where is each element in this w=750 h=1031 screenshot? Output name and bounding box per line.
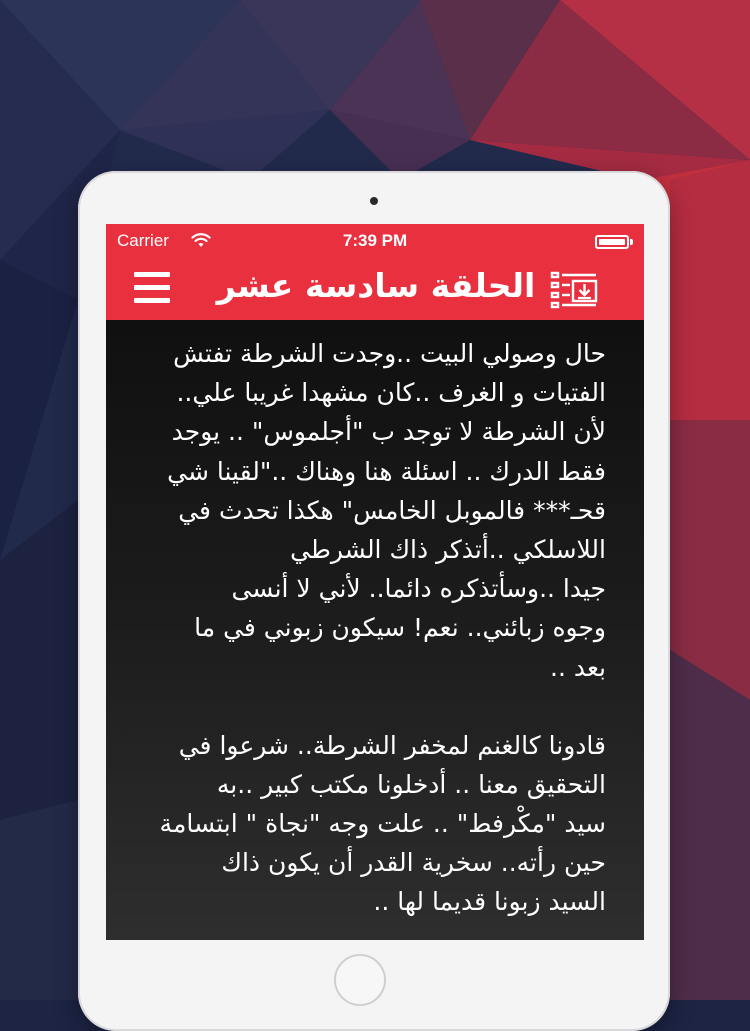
status-bar <box>106 224 644 256</box>
text-line: الفتيات و الغرف ..كان مشهدا غريبا علي.. <box>176 378 606 408</box>
text-line: حين رأته.. سخرية القدر أن يكون ذاك <box>221 848 606 878</box>
paragraph <box>128 334 606 687</box>
battery-full-icon <box>595 235 629 249</box>
text-line: اللاسلكي ..أتذكر ذاك الشرطي <box>290 534 606 564</box>
home-button[interactable] <box>334 954 386 1006</box>
ipad-device-frame <box>78 171 670 1031</box>
hamburger-menu-icon[interactable] <box>130 266 174 310</box>
chapter-title: الحلقة سادسة عشر <box>216 266 536 305</box>
text-line: السيد زبونا قديما لها .. <box>373 887 606 917</box>
text-line: جيدا ..وسأتذكره دائما.. لأني لا أنسى <box>231 574 606 604</box>
navigation-bar <box>106 256 644 320</box>
text-line: وجوه زبائني.. نعم! سيكون زبوني في ما <box>194 613 606 643</box>
text-line: التحقيق معنا .. أدخلونا مكتب كبير ..به <box>216 769 606 799</box>
chapter-text <box>128 334 606 940</box>
text-line: حال وصولي البيت ..وجدت الشرطة تفتش <box>173 339 606 368</box>
status-time: 7:39 PM <box>342 231 408 250</box>
front-camera <box>370 197 378 205</box>
text-line: لأن الشرطة لا توجد ب "أجلموس" .. يوجد <box>171 417 606 447</box>
text-line: قحـ*** فالموبل الخامس" هكذا تحدث في <box>178 495 606 525</box>
text-line: بعد .. <box>550 652 606 682</box>
text-line: سيد "مكْرفط" .. علت وجه "نجاة " ابتسامة <box>159 809 606 839</box>
paragraph <box>128 726 606 922</box>
battery-tip <box>630 239 633 245</box>
text-line: قادونا كالغنم لمخفر الشرطة.. شرعوا في <box>178 730 606 760</box>
text-line: فقط الدرك .. اسئلة هنا وهناك .."لقينا شي <box>167 456 606 486</box>
carrier-label: Carrier <box>117 231 169 250</box>
app-screen <box>106 224 644 940</box>
chapter-list-download-icon[interactable] <box>550 270 600 310</box>
